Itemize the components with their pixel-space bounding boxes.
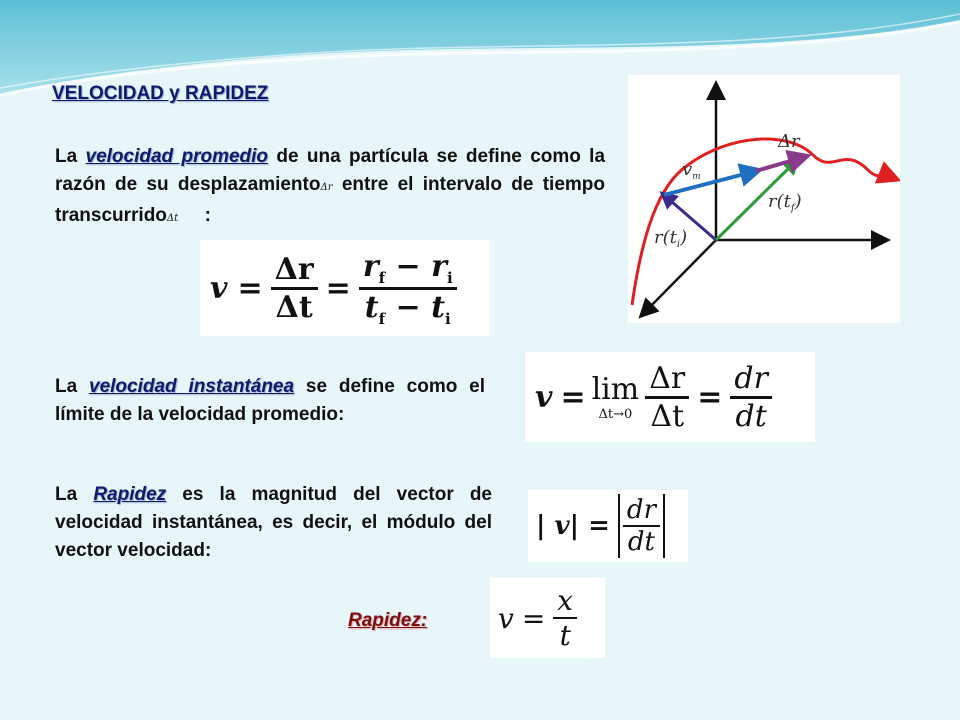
prefix: La [55, 376, 78, 397]
term-velocidad-promedio: velocidad promedio [85, 146, 269, 167]
fraction-delta [271, 252, 318, 325]
label-vm: $v_m$ [682, 159, 701, 182]
section-rapidez [55, 481, 492, 565]
prefix: La [55, 146, 78, 167]
delta-t-symbol: Δt [166, 213, 179, 224]
trajectory-curve [632, 139, 896, 305]
term-rapidez: Rapidez [93, 484, 167, 505]
fraction-derivative: $\frac{dr}{dt}$ [730, 361, 772, 434]
formula-velocidad-promedio [200, 240, 490, 336]
formula-velocidad-instantanea: v = lim Δt→0 $\frac{\Delta r}{\Delta t}$ = $\frac{dr}{dt}$ [525, 352, 815, 442]
label-delta-r: Δr [778, 131, 800, 152]
prefix: La [55, 484, 78, 505]
fraction-final-initial [359, 249, 457, 328]
fraction-fi-num: $r_f - r_i$ [359, 249, 457, 290]
vector-delta-r [756, 157, 804, 171]
limit: lim Δt→0 [591, 372, 640, 422]
formula-rapidez-modulo: | v| = $\frac{dr}{dt}$ [528, 490, 688, 562]
formula1-eq: = [237, 270, 263, 306]
section-velocidad-promedio [55, 143, 605, 233]
delta-r-symbol: Δr [320, 182, 333, 193]
abs-bars: $\frac{dr}{dt}$ [618, 494, 665, 558]
label-r-ti: $r(t_i)$ [654, 227, 688, 250]
formula1-v: v [210, 270, 228, 306]
fraction-limit: $\frac{\Delta r}{\Delta t}$ [645, 361, 689, 434]
term-velocidad-instantanea: velocidad instantánea [89, 376, 295, 397]
formula-rapidez-simple: v = $\frac{x}{t}$ [490, 578, 605, 658]
axis-z [642, 240, 716, 315]
colon: : [204, 205, 211, 226]
page-title: VELOCIDAD y RAPIDEZ [52, 83, 269, 104]
formula1-eq2: = [325, 270, 351, 306]
label-r-tf: $r(t_f)$ [768, 191, 802, 214]
definition-text-b: entre el intervalo de tiempo transcurrido [55, 174, 605, 226]
definition-text: se define como el límite de la velocidad promedio: [55, 376, 485, 425]
fraction-fi-den: $t_f - t_i$ [364, 289, 451, 328]
definition-text-a: de una partícula se define como la razón de su desplazamiento [55, 146, 606, 195]
vector-diagram-svg [628, 75, 900, 323]
section-velocidad-instantanea [55, 373, 485, 429]
rapidez-label: Rapidez: [348, 610, 428, 631]
fraction-delta-den: Δt [275, 289, 313, 325]
definition-text: es la magnitud del vector de velocidad instantánea, es decir, el módulo del vector velocidad: [55, 484, 492, 561]
fraction-delta-num: Δr [271, 252, 318, 290]
vector-diagram [628, 75, 900, 323]
